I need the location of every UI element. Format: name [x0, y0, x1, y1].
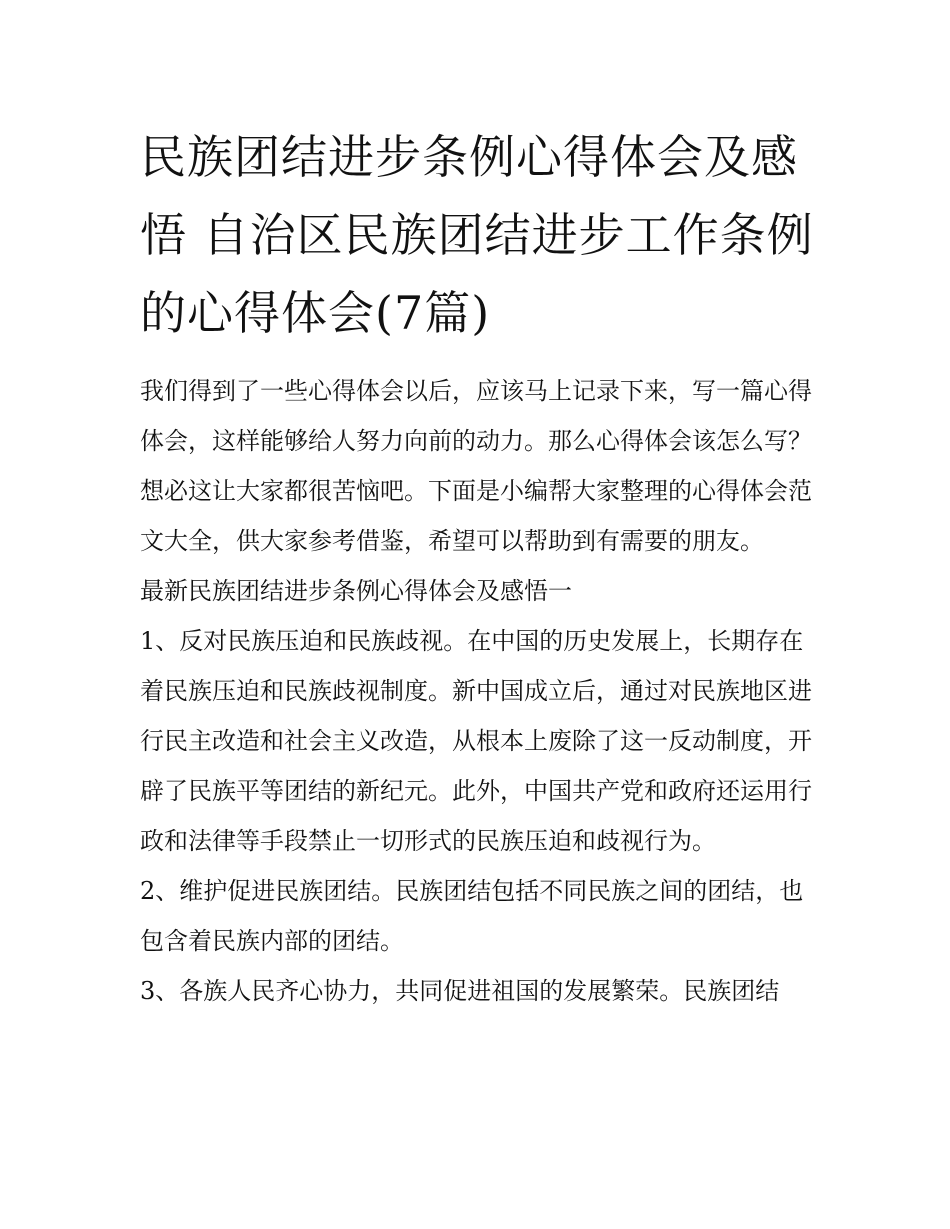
paragraph-2: 2、维护促进民族团结。民族团结包括不同民族之间的团结，也包含着民族内部的团结。 [140, 877, 804, 955]
section-heading: 最新民族团结进步条例心得体会及感悟一 [140, 577, 572, 605]
document-page [140, 118, 820, 1016]
intro-paragraph: 我们得到了一些心得体会以后，应该马上记录下来，写一篇心得体会，这样能够给人努力向前的动力。那么心得体会该怎么写？想必这让大家都很苦恼吧。下面是小编帮大家整理的心得体会范文大全，供大家参考借鉴，希望可以帮助到有需要的朋友。 [140, 377, 812, 555]
document-title: 民族团结进步条例心得体会及感悟 自治区民族团结进步工作条例的心得体会(7篇) [140, 130, 814, 340]
paragraph-1: 1、反对民族压迫和民族歧视。在中国的历史发展上，长期存在着民族压迫和民族歧视制度。新中国成立后，通过对民族地区进行民主改造和社会主义改造，从根本上废除了这一反动制度，开辟了民族平等团结的新纪元。此外，中国共产党和政府还运用行政和法律等手段禁止一切形式的民族压迫和歧视行为。 [140, 627, 812, 855]
paragraph-3: 3、各族人民齐心协力，共同促进祖国的发展繁荣。民族团结 [140, 977, 780, 1005]
